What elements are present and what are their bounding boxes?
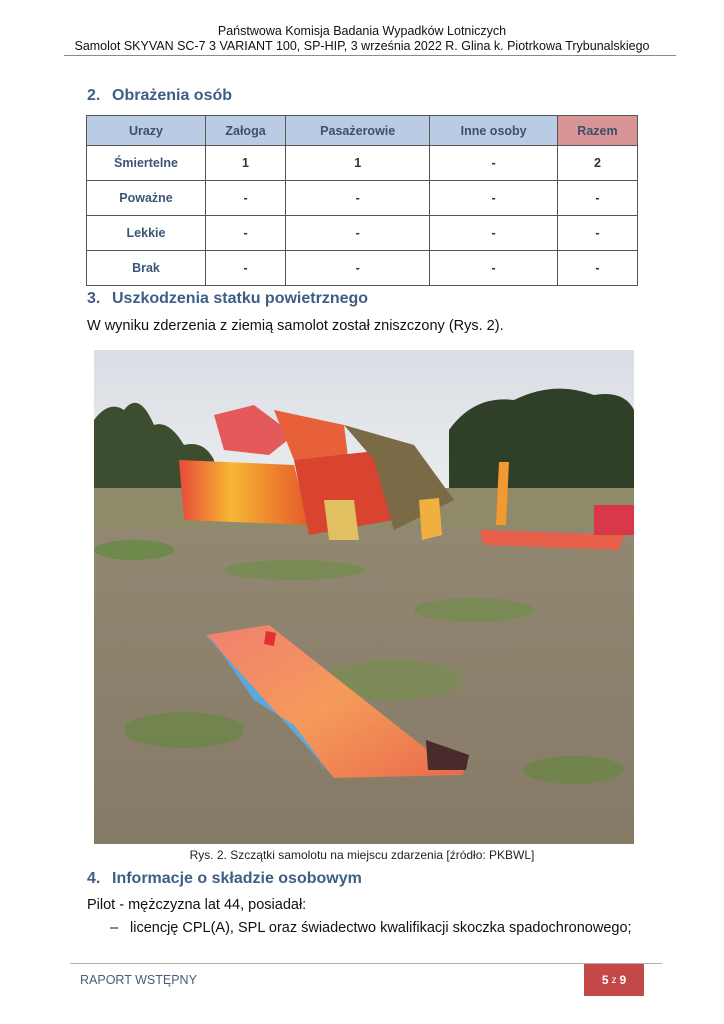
header-subtitle: Samolot SKYVAN SC-7 3 VARIANT 100, SP-HIP, 3 września 2022 R. Glina k. Piotrkowa Trybunalskiego <box>74 39 650 53</box>
row-label: Poważne <box>87 181 206 216</box>
table-cell: - <box>557 181 637 216</box>
red-tent <box>594 505 634 535</box>
footer-report-type: RAPORT WSTĘPNY <box>80 973 197 987</box>
row-label: Lekkie <box>87 216 206 251</box>
page-header <box>0 24 724 54</box>
page-separator: z <box>611 974 617 986</box>
section-3-heading <box>87 290 368 308</box>
table-cell: - <box>557 216 637 251</box>
injuries-table <box>86 115 638 286</box>
wreckage-photo-illustration <box>94 350 634 844</box>
flap-hinge <box>264 631 276 646</box>
table-cell: - <box>286 216 430 251</box>
fuselage-wreck <box>179 460 309 525</box>
table-cell: - <box>206 181 286 216</box>
wreckage-photo <box>94 350 634 844</box>
row-label: Brak <box>87 251 206 286</box>
header-divider <box>64 55 676 56</box>
table-cell: - <box>430 181 558 216</box>
page-current: 5 <box>601 973 609 987</box>
table-row <box>87 251 638 286</box>
bullet-dash: – <box>110 920 119 936</box>
section-2-heading <box>87 87 232 105</box>
table-cell: - <box>430 216 558 251</box>
table-row <box>87 146 638 181</box>
table-row <box>87 181 638 216</box>
column-header-passengers: Pasażerowie <box>286 116 430 146</box>
header-organization: Państwowa Komisja Badania Wypadków Lotniczych <box>217 24 507 38</box>
row-label: Śmiertelne <box>87 146 206 181</box>
table-cell: - <box>206 216 286 251</box>
table-cell: - <box>286 251 430 286</box>
section-title: Obrażenia osób <box>112 87 233 104</box>
section-4-heading <box>87 870 362 888</box>
table-cell: - <box>557 251 637 286</box>
column-header-others: Inne osoby <box>430 116 558 146</box>
section-3-text: W wyniku zderzenia z ziemią samolot został zniszczony (Rys. 2). <box>87 318 504 334</box>
table-cell: 2 <box>557 146 637 181</box>
page-total: 9 <box>619 973 627 987</box>
section-number: 3. <box>87 290 101 307</box>
figure-caption: Rys. 2. Szczątki samolotu na miejscu zdarzenia [źródło: PKBWL] <box>189 848 535 862</box>
door-panel <box>324 500 359 540</box>
yellow-panel <box>419 498 442 540</box>
section-title: Informacje o składzie osobowym <box>112 870 362 887</box>
section-title: Uszkodzenia statku powietrznego <box>112 290 369 307</box>
list-item-text: licencję CPL(A), SPL oraz świadectwo kwalifikacji skoczka spadochronowego; <box>130 920 632 936</box>
table-header-row <box>87 116 638 146</box>
list-item <box>110 920 632 936</box>
footer-divider <box>70 963 662 964</box>
table-cell: 1 <box>206 146 286 181</box>
table-cell: - <box>430 251 558 286</box>
section-number: 4. <box>87 870 101 887</box>
section-4-text: Pilot - mężczyzna lat 44, posiadał: <box>87 897 307 913</box>
table-cell: 1 <box>286 146 430 181</box>
table-cell: - <box>286 181 430 216</box>
column-header-injuries: Urazy <box>87 116 206 146</box>
table-cell: - <box>430 146 558 181</box>
page-number-badge <box>584 964 644 996</box>
column-header-total: Razem <box>557 116 637 146</box>
table-row <box>87 216 638 251</box>
table-cell: - <box>206 251 286 286</box>
section-number: 2. <box>87 87 101 104</box>
column-header-crew: Załoga <box>206 116 286 146</box>
